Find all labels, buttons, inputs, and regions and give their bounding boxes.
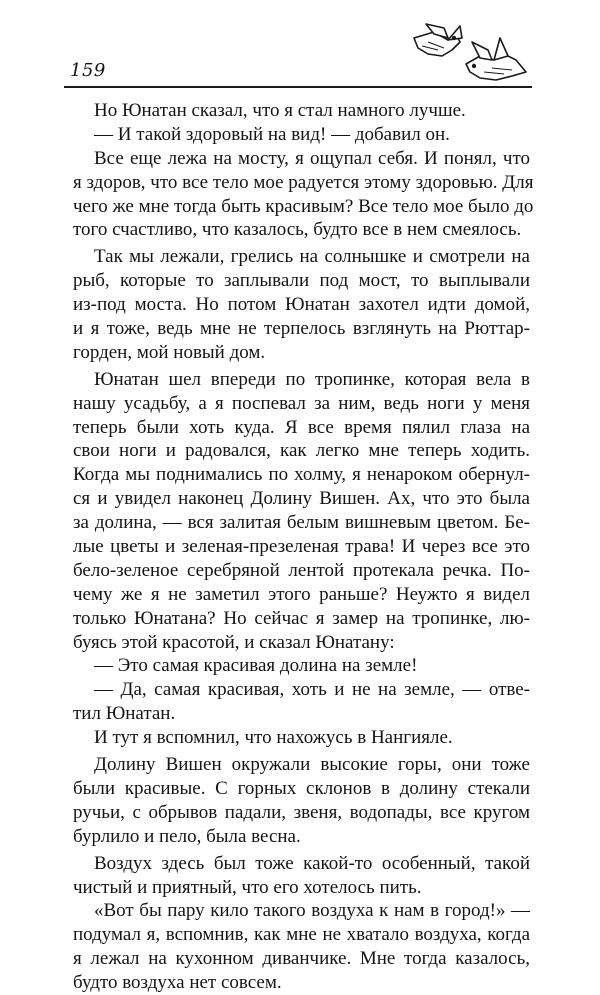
text-line: Так мы лежали, грелись на солнышке и смотрели на	[94, 246, 530, 268]
header-rule	[64, 86, 532, 88]
text-line: — Да, самая красивая, хоть и не на земле, — отве-	[94, 679, 530, 701]
text-line: я здоров, что все тело мое радуется этому здоровью. Для	[73, 171, 534, 193]
text-line: и я тоже, ведь мне не терпелось взглянуть на Рюттар-	[73, 318, 530, 340]
text-line: чего же мне тогда быть красивым? Все тело мое было до	[73, 195, 534, 217]
text-line: Когда мы поднимались по холму, я ненароком обернул-	[73, 464, 530, 486]
paragraph	[73, 678, 530, 726]
paragraph	[73, 368, 530, 655]
two-doves-icon	[408, 20, 530, 88]
paragraph	[73, 899, 530, 995]
text-line: будто воздуха нет совсем.	[73, 972, 282, 994]
paragraph	[73, 245, 530, 364]
paragraph	[73, 726, 530, 750]
text-line: теперь были хоть куда. Я все время пялил глаза на	[73, 416, 530, 438]
text-line: нашу усадьбу, а я поспевал за ним, ведь ноги у меня	[73, 392, 530, 414]
text-line: подумал я, вспомнив, как мне не хватало воздуха, когда	[73, 924, 530, 946]
text-line: «Вот бы пару кило такого воздуха к нам в город!» —	[94, 900, 530, 922]
text-line: горден, мой новый дом.	[73, 341, 266, 363]
text-line: И тут я вспомнил, что нахожусь в Нангияле.	[94, 727, 453, 749]
text-line: Все еще лежа на мосту, я ощупал себя. И понял, что	[94, 147, 530, 169]
text-line: ручьи, с обрывов падали, звеня, водопады, все кругом	[73, 801, 530, 823]
text-line: того счастливо, что казалось, будто все в нем смеялось.	[73, 219, 522, 241]
text-line: были красивые. С горных склонов в долину стекали	[73, 777, 530, 799]
paragraph	[73, 654, 530, 678]
text-line: свои ноги и радовался, как легко мне теперь ходить.	[73, 440, 530, 462]
text-line: буясь этой красотой, и сказал Юнатану:	[73, 631, 395, 653]
paragraph	[73, 147, 534, 243]
text-line: бурлило и пело, была весна.	[73, 825, 301, 847]
body-text	[73, 99, 534, 995]
text-line: тил Юнатан.	[73, 703, 176, 725]
text-line: лые цветы и зеленая-презеленая трава! И через все это	[73, 536, 530, 558]
text-line: только Юнатана? Но сейчас я замер на тропинке, лю-	[73, 607, 530, 629]
text-line: Долину Вишен окружали высокие горы, они тоже	[94, 754, 530, 776]
text-line: за долина, — вся залитая белым вишневым цветом. Бе-	[73, 512, 530, 534]
page-number: 159	[70, 60, 106, 81]
text-line: Воздух здесь был тоже какой-то особенный, такой	[94, 852, 530, 874]
text-line: — И такой здоровый на вид! — добавил он.	[94, 123, 450, 145]
text-line: я лежал на кухонном диванчике. Мне тогда казалось,	[73, 948, 530, 970]
paragraph	[73, 753, 530, 849]
text-line: Но Юнатан сказал, что я стал намного лучше.	[94, 100, 466, 121]
text-line: бело-зеленое серебряной лентой протекала речка. По-	[73, 559, 530, 581]
text-line: ся и увидел наконец Долину Вишен. Ах, что это была	[73, 488, 530, 510]
text-line: рыб, которые то заплывали под мост, то выплывали	[73, 270, 530, 292]
paragraph	[73, 852, 530, 900]
text-line: Юнатан шел впереди по тропинке, которая вела в	[94, 368, 530, 390]
text-line: чему же я не заметил этого раньше? Неужто я видел	[73, 583, 530, 605]
text-line: из-под моста. Но потом Юнатан захотел идти домой,	[73, 294, 530, 316]
text-line: чистый и приятный, что его хотелось пить.	[73, 876, 422, 898]
paragraph	[73, 123, 530, 147]
text-line: — Это самая красивая долина на земле!	[94, 655, 418, 677]
paragraph	[73, 99, 530, 123]
